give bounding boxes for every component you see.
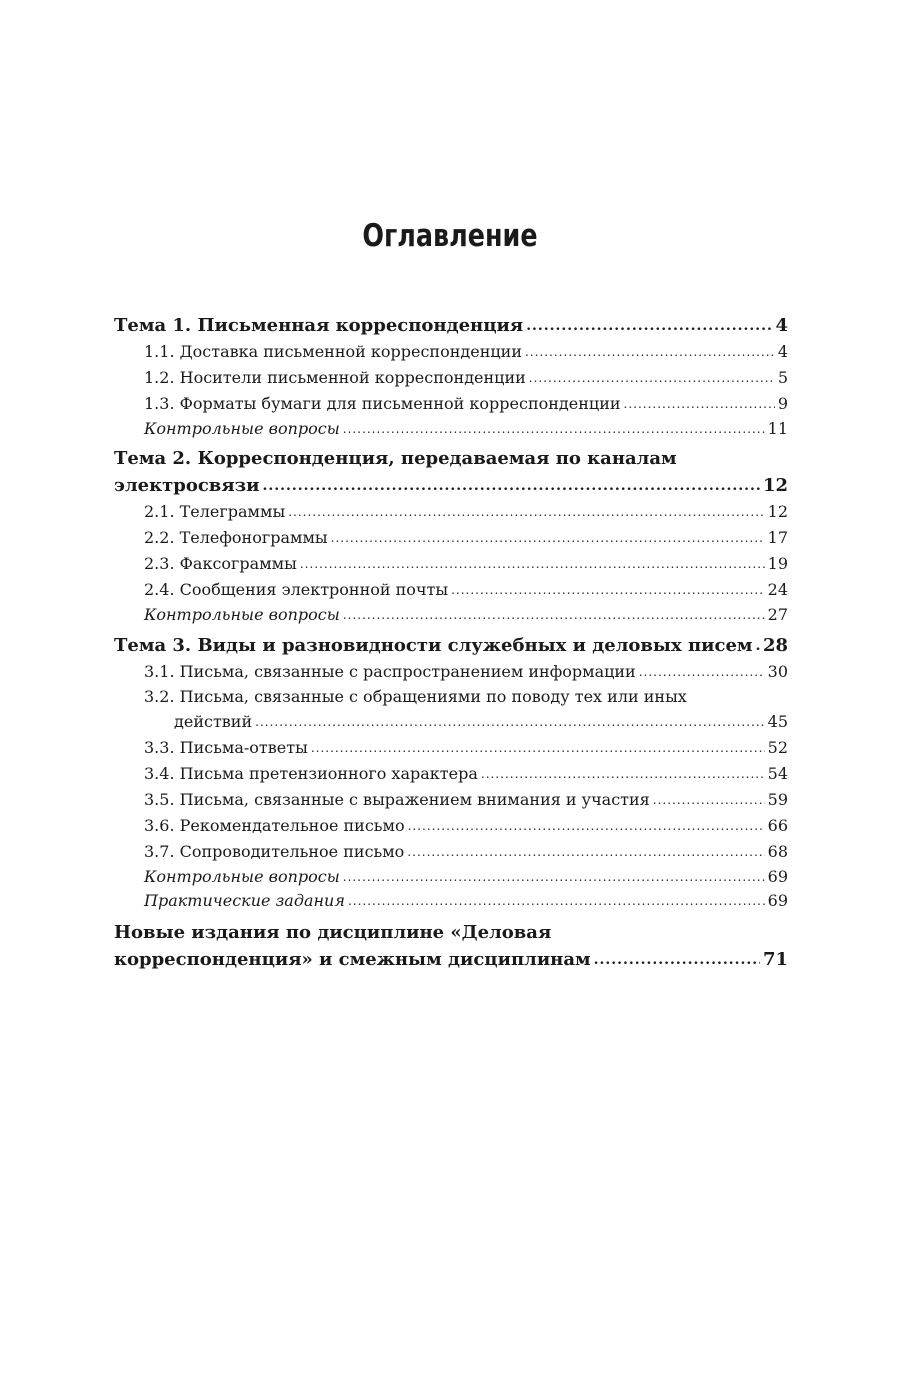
- dot-leader: [262, 471, 759, 500]
- toc-entry-title: электросвязи: [114, 475, 260, 496]
- toc-entry-title: Контрольные вопросы: [144, 419, 340, 438]
- toc-entry-title: 3.7. Сопроводительное письмо: [144, 842, 405, 861]
- toc-entry-title: 3.1. Письма, связанные с распространением информации: [144, 662, 636, 681]
- dot-leader: [255, 708, 765, 735]
- toc-page-number: 69: [767, 867, 788, 886]
- table-of-contents: [114, 312, 788, 973]
- toc-entry-title: 2.2. Телефонограммы: [144, 528, 328, 547]
- toc-entry-title: Контрольные вопросы: [144, 867, 340, 886]
- toc-page-number: 9: [777, 394, 788, 413]
- toc-page-number: 59: [767, 790, 788, 809]
- toc-page-number: 19: [767, 554, 788, 573]
- toc-page-number: 54: [767, 764, 788, 783]
- toc-page-number: 27: [767, 605, 788, 624]
- toc-entry-topic-3[interactable]: [114, 632, 788, 659]
- toc-entry-title: 1.2. Носители письменной корреспонденции: [144, 368, 526, 387]
- dot-leader: [529, 364, 775, 391]
- dot-leader: [451, 576, 765, 603]
- toc-entry-1-2[interactable]: [114, 365, 788, 391]
- toc-page-number: 4: [775, 315, 788, 336]
- toc-entry-title: Тема 3. Виды и разновидности служебных и деловых писем: [114, 635, 753, 656]
- toc-entry-2-1[interactable]: [114, 499, 788, 525]
- toc-entry-title: Контрольные вопросы: [144, 605, 340, 624]
- dot-leader: [348, 888, 765, 913]
- toc-entry-title: Практические задания: [144, 891, 345, 910]
- toc-entry-title: 1.3. Форматы бумаги для письменной корреспонденции: [144, 394, 621, 413]
- toc-entry-2-2[interactable]: [114, 525, 788, 551]
- toc-page-number: 24: [767, 580, 788, 599]
- dot-leader: [594, 945, 760, 974]
- dot-leader: [343, 602, 765, 627]
- toc-entry-topic-2-questions[interactable]: [114, 603, 788, 627]
- toc-page-number: 68: [767, 842, 788, 861]
- dot-leader: [408, 812, 765, 839]
- toc-page-number: 4: [777, 342, 788, 361]
- dot-leader: [481, 760, 765, 787]
- dot-leader: [331, 524, 765, 551]
- toc-entry-3-3[interactable]: [114, 735, 788, 761]
- toc-entry-1-3[interactable]: [114, 391, 788, 417]
- toc-page-number: 5: [777, 368, 788, 387]
- toc-page-number: 12: [762, 475, 788, 496]
- toc-entry-new-editions-line-1[interactable]: Новые издания по дисциплине «Деловая: [114, 922, 552, 943]
- toc-entry-3-7[interactable]: [114, 839, 788, 865]
- toc-entry-2-4[interactable]: [114, 577, 788, 603]
- dot-leader: [639, 658, 765, 685]
- toc-page-number: 11: [767, 419, 788, 438]
- dot-leader: [343, 416, 765, 441]
- dot-leader: [311, 734, 765, 761]
- dot-leader: [300, 550, 765, 577]
- toc-entry-title: действий: [174, 712, 253, 731]
- toc-page-number: 71: [762, 949, 788, 970]
- dot-leader: [756, 631, 760, 660]
- toc-entry-topic-3-questions[interactable]: [114, 865, 788, 889]
- toc-entry-new-editions[interactable]: [114, 946, 788, 973]
- dot-leader: [407, 838, 764, 865]
- toc-entry-3-5[interactable]: [114, 787, 788, 813]
- toc-entry-3-1[interactable]: [114, 659, 788, 685]
- toc-page-number: 17: [767, 528, 788, 547]
- dot-leader: [343, 864, 765, 889]
- toc-page-number: 30: [767, 662, 788, 681]
- toc-entry-title: 2.1. Телеграммы: [144, 502, 286, 521]
- toc-entry-topic-3-practice[interactable]: [114, 889, 788, 913]
- page-title: Оглавление: [362, 218, 538, 254]
- dot-leader: [288, 498, 764, 525]
- toc-entry-title: 2.4. Сообщения электронной почты: [144, 580, 449, 599]
- toc-entry-topic-2-line-1[interactable]: Тема 2. Корреспонденция, передаваемая по каналам: [114, 448, 677, 469]
- dot-leader: [653, 786, 765, 813]
- toc-entry-3-2[interactable]: [114, 709, 788, 735]
- toc-entry-title: 2.3. Факсограммы: [144, 554, 297, 573]
- toc-page-number: 12: [767, 502, 788, 521]
- dot-leader: [624, 390, 775, 417]
- toc-entry-1-1[interactable]: [114, 339, 788, 365]
- dot-leader: [525, 338, 775, 365]
- toc-entry-topic-1-questions[interactable]: [114, 417, 788, 441]
- toc-entry-title: 1.1. Доставка письменной корреспонденции: [144, 342, 522, 361]
- toc-page-number: 52: [767, 738, 788, 757]
- toc-entry-2-3[interactable]: [114, 551, 788, 577]
- toc-entry-title: 3.5. Письма, связанные с выражением внимания и участия: [144, 790, 650, 809]
- toc-entry-title: корреспонденция» и смежным дисциплинам: [114, 949, 591, 970]
- toc-page-number: 28: [762, 635, 788, 656]
- toc-entry-3-6[interactable]: [114, 813, 788, 839]
- toc-entry-3-4[interactable]: [114, 761, 788, 787]
- toc-entry-title: 3.4. Письма претензионного характера: [144, 764, 478, 783]
- toc-entry-topic-1[interactable]: [114, 312, 788, 339]
- toc-entry-title: 3.6. Рекомендательное письмо: [144, 816, 405, 835]
- dot-leader: [526, 311, 772, 340]
- toc-entry-title: 3.3. Письма-ответы: [144, 738, 308, 757]
- toc-page-number: 69: [767, 891, 788, 910]
- toc-entry-topic-2[interactable]: [114, 472, 788, 499]
- toc-page-number: 66: [767, 816, 788, 835]
- toc-page-number: 45: [767, 712, 788, 731]
- toc-entry-title: Тема 1. Письменная корреспонденция: [114, 315, 524, 336]
- toc-entry-3-2-line-1[interactable]: 3.2. Письма, связанные с обращениями по поводу тех или иных: [144, 687, 687, 706]
